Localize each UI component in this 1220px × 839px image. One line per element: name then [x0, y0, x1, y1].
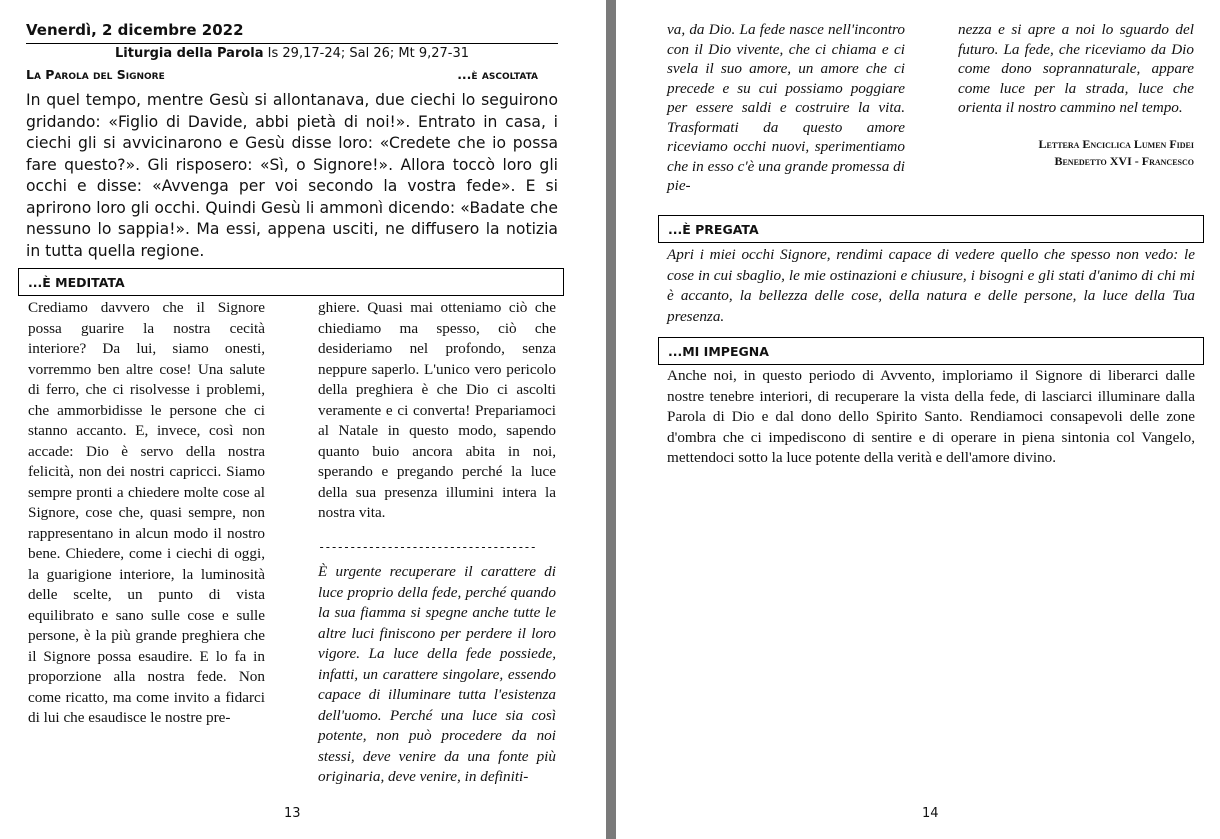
- prayer-text: Apri i miei occhi Signore, rendimi capace di vedere quello che spesso non vedo: le cose in cui sbaglio, le mie ostinazioni e chiusure, i bisogni e gli stati d'animo di chi mi è accanto, la bellezza delle cose, della natura e delle persone, la luce della Tua presenza.: [667, 246, 1195, 325]
- quote-source: [958, 136, 1194, 170]
- page-13: [0, 0, 606, 839]
- quote-part-3: nezza e si apre a noi lo sguardo del futuro. La fede, che riceviamo da Dio come dono soprannaturale, appare come luce per la strada, luce che orienta il nostro cammino nel tempo.: [958, 21, 1194, 116]
- section-impegna-label: ...MI IMPEGNA: [668, 343, 769, 359]
- page-number-14: 14: [922, 806, 939, 821]
- separator-line: -----------------------------------: [318, 540, 536, 554]
- page-number-13: 13: [284, 806, 301, 821]
- section-impegna-box: [658, 337, 1204, 365]
- source-title: Lettera Enciclica Lumen Fidei: [1038, 137, 1194, 151]
- section-ascoltata: ...è ascoltata: [457, 67, 538, 82]
- quote-part-1: È urgente recuperare il carattere di luce proprio della fede, perché quando la sua fiamma si spegne anche tutte le altre luci finiscono per perdere il loro vigore. La luce della fede possiede, infatti, un carattere singolare, essendo capace di illuminare tutta l'esistenza dell'uomo. Perché una luce sia così potente, non può procedere da noi stessi, deve venire da una fonte più originaria, deve venire, in definiti-: [318, 563, 556, 785]
- section-pregata-label: ...È PREGATA: [668, 221, 759, 237]
- gospel-text: In quel tempo, mentre Gesù si allontanava, due ciechi lo seguirono gridando: «Figlio di Davide, abbi pietà di noi!». Entrato in casa, i ciechi gli si avvicinarono e Gesù disse loro: «Credete che io possa fare questo?». Gli risposero: «Sì, o Signore!». Allora toccò loro gli occhi e disse: «Avvenga per voi secondo la vostra fede». E si aprirono loro gli occhi. Quindi Gesù li ammonì dicendo: «Badate che nessuno lo sappia!». Ma essi, appena usciti, ne diffusero la notizia in tutta quella regione.: [26, 91, 558, 260]
- liturgy-refs: Is 29,17-24; Sal 26; Mt 9,27-31: [267, 46, 470, 61]
- page-14: [616, 0, 1220, 839]
- section-meditata-label: ...È MEDITATA: [28, 274, 125, 290]
- meditation-column-2: ghiere. Quasi mai otteniamo ciò che chiediamo ma spesso, ciò che desideriamo nel profondo, senza neppure saperlo. L'unico vero pericolo della preghiera è che Dio ci ascolti veramente e ci converta! Prepariamoci al Natale in questo modo, sapendo quanto buio ancora abita in noi, sperando e pregando perché la luce della sua presenza illumini intera la nostra vita.: [318, 299, 556, 521]
- page-gutter: [606, 0, 616, 839]
- meditation-column-1: Crediamo davvero che il Signore possa guarire la nostra cecità interiore? Da lui, siamo onesti, vorremmo ben altre cose! Una salute di ferro, che ci risolvesse i problemi, che ammorbidisse le persone che ci stanno accanto. E, invece, così non accade: Dio è servo della nostra felicità, non dei nostri capricci. Siamo sempre pronti a chiedere molte cose al Signore, cose che, quasi sempre, non rappresentano in alcun modo il nostro bene. Chiedere, come i ciechi di oggi, la guarigione interiore, la luminosità delle scelte, un punto di vista equilibrato e sano sulle cose e sulle persone, è la più grande preghiera che il Signore possa esaudire. E lo fa in proporzione alla nostra fede. Non come ricatto, ma come invito a fidarci di lui che esaudisce le nostre pre-: [28, 299, 265, 726]
- commitment-text: Anche noi, in questo periodo di Avvento, imploriamo il Signore di liberarci dalle nostre tenebre interiori, di recuperare la vista della fede, di lasciarci illuminare dalla Parola di Dio e dal dono dello Spirito Santo. Rendiamoci consapevoli delle zone d'ombra che ci impediscono di sentire e di operare in piena sintonia col Vangelo, mettendoci sotto la luce potente della verità e dell'amore divino.: [667, 367, 1195, 466]
- section-parola: La Parola del Signore: [26, 67, 165, 82]
- liturgy-line: [26, 46, 558, 61]
- date-heading: Venerdì, 2 dicembre 2022: [26, 21, 244, 39]
- source-authors: Benedetto XVI - Francesco: [1054, 154, 1194, 168]
- quote-part-2: va, da Dio. La fede nasce nell'incontro con il Dio vivente, che ci chiama e ci svela il suo amore, un amore che ci precede e su cui possiamo poggiare per essere saldi e costruire la vita. Trasformati da questo amore riceviamo occhi nuovi, sperimentiamo che in esso c'è una grande promessa di pie-: [667, 21, 905, 194]
- section-pregata-box: [658, 215, 1204, 243]
- header-rule: [26, 43, 558, 44]
- section-meditata-box: [18, 268, 564, 296]
- liturgy-label: Liturgia della Parola: [114, 46, 264, 61]
